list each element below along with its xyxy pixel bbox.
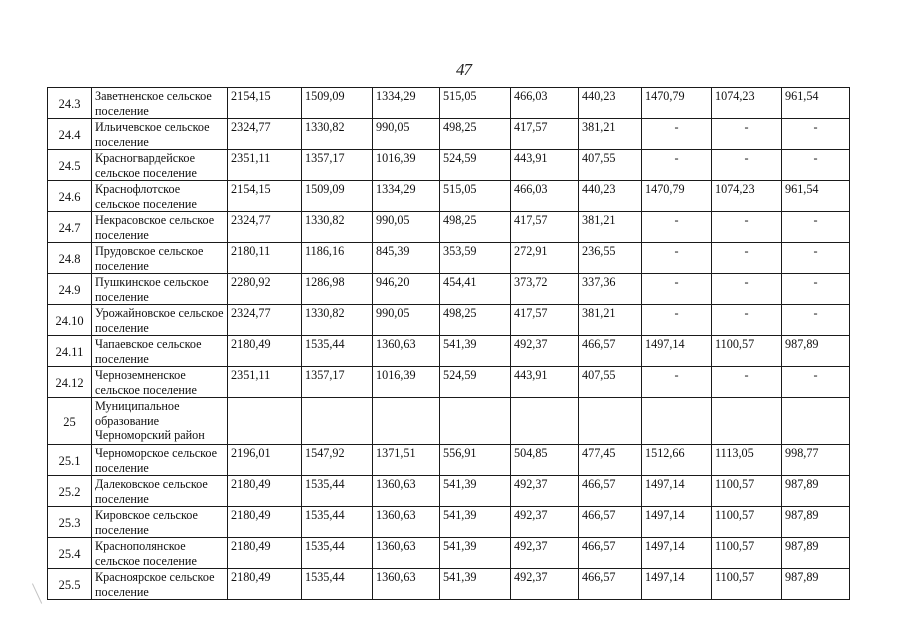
value-cell: 407,55 <box>579 367 642 398</box>
row-number: 24.11 <box>48 336 92 367</box>
value-cell: 1360,63 <box>373 476 440 507</box>
value-cell: - <box>712 150 782 181</box>
value-cell: 1360,63 <box>373 538 440 569</box>
value-cell: 987,89 <box>782 507 850 538</box>
value-cell: 1535,44 <box>302 538 373 569</box>
table-row <box>48 398 850 445</box>
value-cell: 443,91 <box>511 367 579 398</box>
settlement-name: Кировское сельское поселение <box>92 507 228 538</box>
value-cell: 556,91 <box>440 445 511 476</box>
row-number: 24.4 <box>48 119 92 150</box>
value-cell: 2180,49 <box>228 476 302 507</box>
row-number: 24.10 <box>48 305 92 336</box>
value-cell: 1535,44 <box>302 569 373 600</box>
value-cell: 2280,92 <box>228 274 302 305</box>
table-row <box>48 476 850 507</box>
value-cell: 1360,63 <box>373 569 440 600</box>
value-cell: 498,25 <box>440 212 511 243</box>
row-number: 24.3 <box>48 88 92 119</box>
settlement-name: Краснофлотское сельское поселение <box>92 181 228 212</box>
value-cell: 381,21 <box>579 305 642 336</box>
settlement-name: Заветненское сельское поселение <box>92 88 228 119</box>
value-cell: 541,39 <box>440 538 511 569</box>
settlement-name: Урожайновское сельское поселение <box>92 305 228 336</box>
value-cell: 2324,77 <box>228 212 302 243</box>
value-cell: 1186,16 <box>302 243 373 274</box>
value-cell: 1535,44 <box>302 507 373 538</box>
value-cell: 1100,57 <box>712 507 782 538</box>
value-cell: 417,57 <box>511 212 579 243</box>
value-cell: 1016,39 <box>373 367 440 398</box>
settlement-name: Черноземненское сельское поселение <box>92 367 228 398</box>
settlement-name: Чапаевское сельское поселение <box>92 336 228 367</box>
table-row <box>48 243 850 274</box>
value-cell: 440,23 <box>579 88 642 119</box>
row-number: 25 <box>48 398 92 445</box>
value-cell: 381,21 <box>579 119 642 150</box>
settlement-name: Пушкинское сельское поселение <box>92 274 228 305</box>
value-cell: 1547,92 <box>302 445 373 476</box>
value-cell: 2351,11 <box>228 367 302 398</box>
value-cell: 515,05 <box>440 181 511 212</box>
table-body <box>48 88 850 600</box>
value-cell: 990,05 <box>373 305 440 336</box>
value-cell: 998,77 <box>782 445 850 476</box>
value-cell: 1016,39 <box>373 150 440 181</box>
value-cell: 1535,44 <box>302 336 373 367</box>
value-cell: - <box>712 305 782 336</box>
value-cell: 524,59 <box>440 150 511 181</box>
value-cell: 504,85 <box>511 445 579 476</box>
value-cell: 1470,79 <box>642 181 712 212</box>
value-cell: 1535,44 <box>302 476 373 507</box>
value-cell: 1497,14 <box>642 538 712 569</box>
value-cell: - <box>642 274 712 305</box>
value-cell: 1497,14 <box>642 476 712 507</box>
value-cell: 1360,63 <box>373 507 440 538</box>
value-cell: 1357,17 <box>302 150 373 181</box>
value-cell: 272,91 <box>511 243 579 274</box>
value-cell: 466,57 <box>579 336 642 367</box>
value-cell: 1509,09 <box>302 88 373 119</box>
value-cell: 1334,29 <box>373 88 440 119</box>
value-cell: 440,23 <box>579 181 642 212</box>
value-cell: - <box>782 119 850 150</box>
value-cell: 454,41 <box>440 274 511 305</box>
value-cell: 498,25 <box>440 119 511 150</box>
value-cell: 541,39 <box>440 476 511 507</box>
value-cell: 541,39 <box>440 569 511 600</box>
value-cell: 492,37 <box>511 336 579 367</box>
value-cell: - <box>712 274 782 305</box>
table-row <box>48 367 850 398</box>
settlement-name: Краснополянское сельское поселение <box>92 538 228 569</box>
value-cell: 466,57 <box>579 507 642 538</box>
value-cell: 1330,82 <box>302 212 373 243</box>
value-cell: 1330,82 <box>302 305 373 336</box>
value-cell: 987,89 <box>782 569 850 600</box>
value-cell: 1360,63 <box>373 336 440 367</box>
value-cell: 990,05 <box>373 212 440 243</box>
value-cell: 990,05 <box>373 119 440 150</box>
row-number: 25.1 <box>48 445 92 476</box>
row-number: 24.12 <box>48 367 92 398</box>
value-cell: 1357,17 <box>302 367 373 398</box>
value-cell: - <box>642 150 712 181</box>
value-cell <box>373 398 440 445</box>
value-cell: - <box>712 119 782 150</box>
value-cell: 492,37 <box>511 507 579 538</box>
row-number: 25.5 <box>48 569 92 600</box>
value-cell: 1100,57 <box>712 336 782 367</box>
value-cell: - <box>782 212 850 243</box>
value-cell: 987,89 <box>782 538 850 569</box>
value-cell: 1371,51 <box>373 445 440 476</box>
value-cell: - <box>642 243 712 274</box>
value-cell: 1509,09 <box>302 181 373 212</box>
value-cell: 1286,98 <box>302 274 373 305</box>
value-cell: 541,39 <box>440 336 511 367</box>
value-cell: 1100,57 <box>712 476 782 507</box>
value-cell: 2180,11 <box>228 243 302 274</box>
table-row <box>48 538 850 569</box>
settlement-name: Далековское сельское поселение <box>92 476 228 507</box>
value-cell: 443,91 <box>511 150 579 181</box>
value-cell: 477,45 <box>579 445 642 476</box>
value-cell: 1100,57 <box>712 538 782 569</box>
row-number: 25.4 <box>48 538 92 569</box>
table-row <box>48 336 850 367</box>
value-cell <box>579 398 642 445</box>
value-cell: 466,03 <box>511 88 579 119</box>
value-cell: 1074,23 <box>712 181 782 212</box>
value-cell: 1334,29 <box>373 181 440 212</box>
value-cell <box>440 398 511 445</box>
value-cell: - <box>782 367 850 398</box>
table-row <box>48 569 850 600</box>
value-cell: - <box>712 243 782 274</box>
settlement-name: Красноярское сельское поселение <box>92 569 228 600</box>
value-cell: 515,05 <box>440 88 511 119</box>
settlement-name: Муниципальное образование Черноморский район <box>92 398 228 445</box>
settlement-name: Ильичевское сельское поселение <box>92 119 228 150</box>
row-number: 25.3 <box>48 507 92 538</box>
value-cell: - <box>782 243 850 274</box>
value-cell: 2324,77 <box>228 119 302 150</box>
value-cell: 353,59 <box>440 243 511 274</box>
row-number: 24.6 <box>48 181 92 212</box>
settlement-name: Некрасовское сельское поселение <box>92 212 228 243</box>
row-number: 25.2 <box>48 476 92 507</box>
value-cell: - <box>642 119 712 150</box>
value-cell: 337,36 <box>579 274 642 305</box>
value-cell: 2324,77 <box>228 305 302 336</box>
value-cell: 2154,15 <box>228 181 302 212</box>
settlement-name: Черноморское сельское поселение <box>92 445 228 476</box>
value-cell: 2180,49 <box>228 507 302 538</box>
value-cell: 466,57 <box>579 538 642 569</box>
value-cell: 381,21 <box>579 212 642 243</box>
value-cell: 961,54 <box>782 181 850 212</box>
value-cell: 1470,79 <box>642 88 712 119</box>
value-cell: 1497,14 <box>642 569 712 600</box>
value-cell <box>228 398 302 445</box>
value-cell <box>782 398 850 445</box>
settlement-name: Прудовское сельское поселение <box>92 243 228 274</box>
table-row <box>48 181 850 212</box>
table-row <box>48 507 850 538</box>
settlement-name: Красногвардейское сельское поселение <box>92 150 228 181</box>
value-cell: 1497,14 <box>642 336 712 367</box>
value-cell: 2196,01 <box>228 445 302 476</box>
value-cell <box>712 398 782 445</box>
value-cell <box>642 398 712 445</box>
table-row <box>48 305 850 336</box>
page-number: 47 <box>456 60 471 79</box>
value-cell: 524,59 <box>440 367 511 398</box>
value-cell: 373,72 <box>511 274 579 305</box>
value-cell: 961,54 <box>782 88 850 119</box>
value-cell: 1497,14 <box>642 507 712 538</box>
value-cell: 236,55 <box>579 243 642 274</box>
value-cell: 492,37 <box>511 538 579 569</box>
value-cell: - <box>712 367 782 398</box>
value-cell: 845,39 <box>373 243 440 274</box>
value-cell: 466,57 <box>579 569 642 600</box>
value-cell: 417,57 <box>511 305 579 336</box>
value-cell: 1074,23 <box>712 88 782 119</box>
value-cell: 492,37 <box>511 476 579 507</box>
table-row <box>48 119 850 150</box>
value-cell: 2351,11 <box>228 150 302 181</box>
value-cell: - <box>782 150 850 181</box>
row-number: 24.9 <box>48 274 92 305</box>
value-cell <box>511 398 579 445</box>
value-cell: 541,39 <box>440 507 511 538</box>
row-number: 24.5 <box>48 150 92 181</box>
value-cell: 987,89 <box>782 476 850 507</box>
value-cell: 2180,49 <box>228 569 302 600</box>
value-cell <box>302 398 373 445</box>
value-cell: 2154,15 <box>228 88 302 119</box>
tariff-table <box>47 87 850 600</box>
value-cell: 407,55 <box>579 150 642 181</box>
value-cell: 492,37 <box>511 569 579 600</box>
value-cell: 2180,49 <box>228 538 302 569</box>
row-number: 24.8 <box>48 243 92 274</box>
value-cell: 1100,57 <box>712 569 782 600</box>
value-cell: 1330,82 <box>302 119 373 150</box>
value-cell: 1512,66 <box>642 445 712 476</box>
table-row <box>48 150 850 181</box>
value-cell: 987,89 <box>782 336 850 367</box>
value-cell: - <box>782 305 850 336</box>
value-cell: - <box>642 212 712 243</box>
value-cell: - <box>642 367 712 398</box>
table-row <box>48 445 850 476</box>
row-number: 24.7 <box>48 212 92 243</box>
table-row <box>48 212 850 243</box>
value-cell: 417,57 <box>511 119 579 150</box>
table-row <box>48 88 850 119</box>
value-cell: - <box>642 305 712 336</box>
value-cell: 1113,05 <box>712 445 782 476</box>
value-cell: 2180,49 <box>228 336 302 367</box>
value-cell: 498,25 <box>440 305 511 336</box>
table-row <box>48 274 850 305</box>
value-cell: 946,20 <box>373 274 440 305</box>
value-cell: 466,03 <box>511 181 579 212</box>
value-cell: 466,57 <box>579 476 642 507</box>
value-cell: - <box>782 274 850 305</box>
value-cell: - <box>712 212 782 243</box>
